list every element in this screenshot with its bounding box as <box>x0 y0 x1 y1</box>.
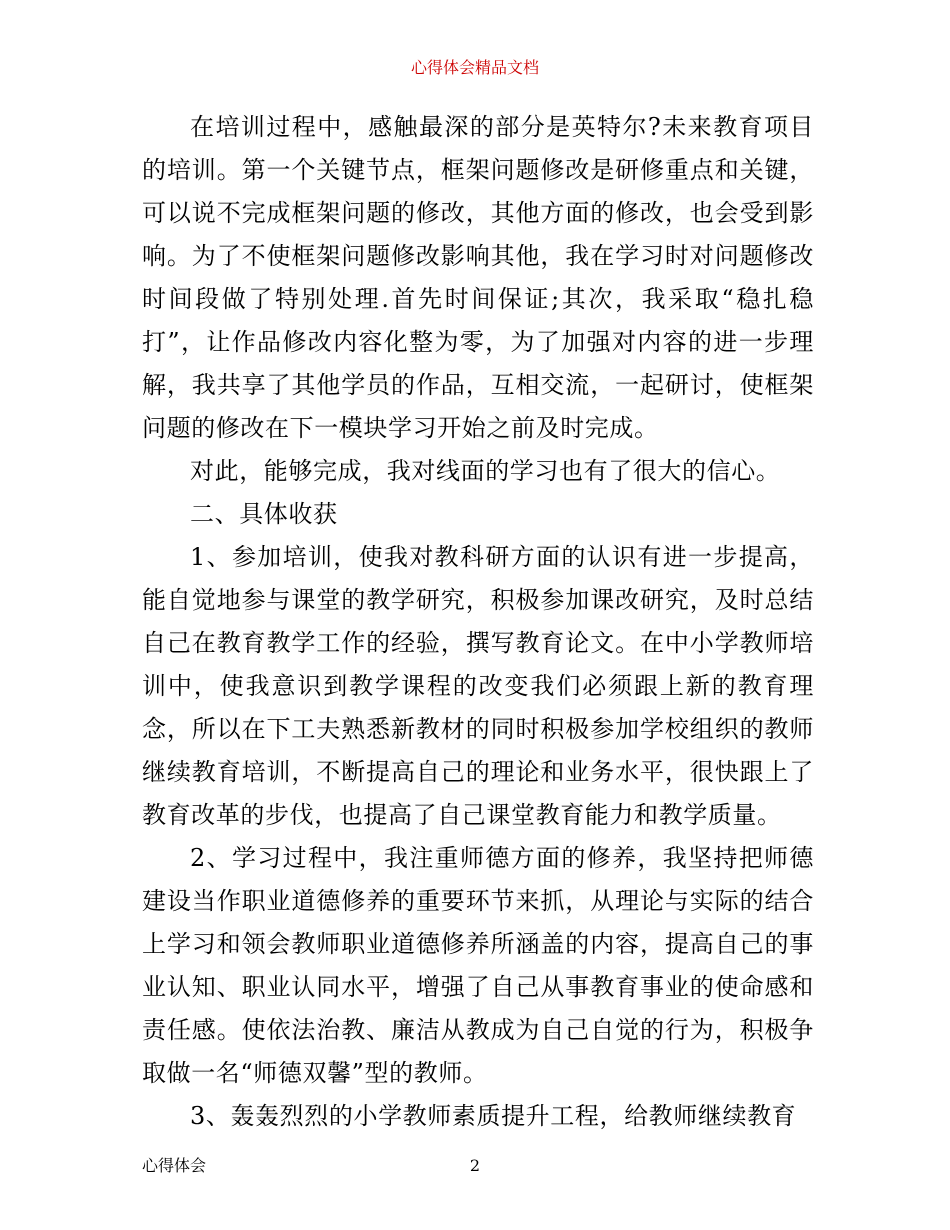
section-heading: 二、具体收获 <box>190 500 338 528</box>
document-body <box>142 106 814 1138</box>
footer-label: 心得体会 <box>142 1156 207 1175</box>
paragraph-4: 2、学习过程中，我注重师德方面的修养，我坚持把师德建设当作职业道德修养的重要环节来抓，从理论与实际的结合上学习和领会教师职业道德修养所涵盖的内容，提高自己的事业认知、职业认同水平，增强了自己从事教育事业的使命感和责任感。使依法治教、廉洁从教成为自己自觉的行为，积极争取做一名“师德双馨”型的教师。 <box>142 844 814 1087</box>
paragraph-2: 对此，能够完成，我对线面的学习也有了很大的信心。 <box>190 457 781 485</box>
page-header-title: 心得体会精品文档 <box>410 58 539 77</box>
page-number: 2 <box>469 1156 481 1175</box>
paragraph-1: 在培训过程中，感触最深的部分是英特尔?未来教育项目的培训。第一个关键节点，框架问题修改是研修重点和关键，可以说不完成框架问题的修改，其他方面的修改，也会受到影响。为了不使框架问题修改影响其他，我在学习时对问题修改时间段做了特别处理.首先时间保证;其次，我采取“稳扎稳打”，让作品修改内容化整为零，为了加强对内容的进一步理解，我共享了其他学员的作品，互相交流，一起研讨，使框架问题的修改在下一模块学习开始之前及时完成。 <box>142 113 814 442</box>
paragraph-5: 3、轰轰烈烈的小学教师素质提升工程，给教师继续教育 <box>190 1102 797 1130</box>
paragraph-3: 1、参加培训，使我对教科研方面的认识有进一步提高，能自觉地参与课堂的教学研究，积极参加课改研究，及时总结自己在教育教学工作的经验，撰写教育论文。在中小学教师培训中，使我意识到教学课程的改变我们必须跟上新的教育理念，所以在下工夫熟悉新教材的同时积极参加学校组织的教师继续教育培训，不断提高自己的理论和业务水平，很快跟上了教育改革的步伐，也提高了自己课堂教育能力和教学质量。 <box>142 543 814 829</box>
